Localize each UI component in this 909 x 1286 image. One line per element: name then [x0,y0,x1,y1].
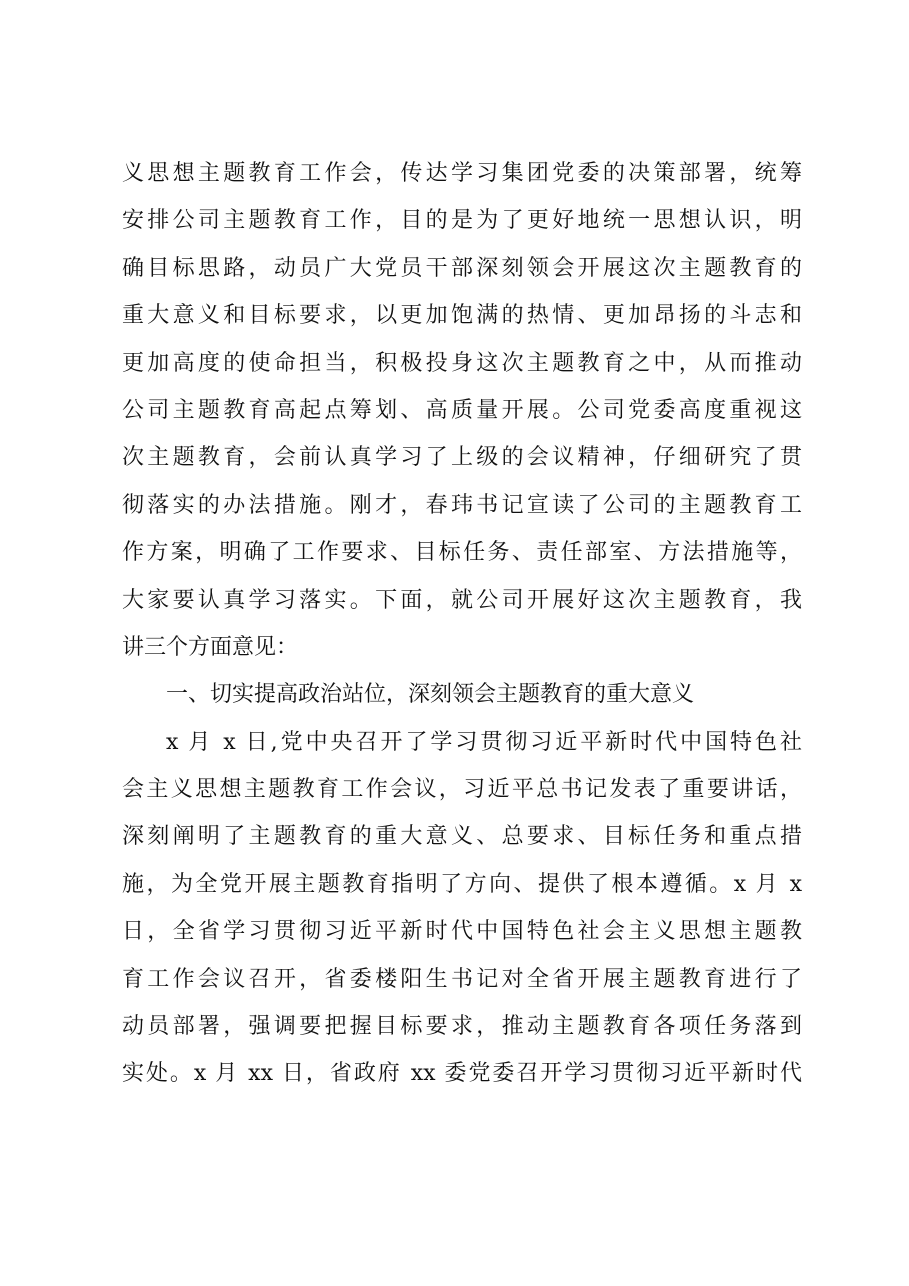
text-line: 安排公司主题教育工作，目的是为了更好地统一思想认识，明 [122,208,802,234]
text-line: 公司主题教育高起点筹划、高质量开展。公司党委高度重视这 [122,397,802,423]
text-line: 大家要认真学习落实。下面，就公司开展好这次主题教育，我 [122,587,802,613]
document-body [122,150,802,1098]
section-heading: 一、切实提高政治站位，深刻领会主题教育的重大意义 [166,682,695,708]
text-line: x 月 x 日,党中央召开了学习贯彻习近平新时代中国特色社 [166,729,802,755]
text-line: 讲三个方面意见： [122,634,299,660]
text-line: 作方案，明确了工作要求、目标任务、责任部室、方法措施等， [122,540,802,566]
text-line: 动员部署，强调要把握目标要求，推动主题教育各项任务落到 [122,1014,802,1040]
text-line: 彻落实的办法措施。刚才，春玮书记宣读了公司的主题教育工 [122,492,802,518]
text-line: 深刻阐明了主题教育的重大意义、总要求、目标任务和重点措 [122,824,802,850]
text-line: 日，全省学习贯彻习近平新时代中国特色社会主义思想主题教 [122,919,802,945]
text-line: 会主义思想主题教育工作会议，习近平总书记发表了重要讲话， [122,777,802,803]
text-line: 确目标思路，动员广大党员干部深刻领会开展这次主题教育的 [122,255,802,281]
text-line: 义思想主题教育工作会，传达学习集团党委的决策部署，统筹 [122,161,802,186]
paragraph-1 [122,150,802,671]
text-line: 实处。x 月 xx 日，省政府 xx 委党委召开学习贯彻习近平新时代 [122,1061,802,1087]
text-line: 育工作会议召开，省委楼阳生书记对全省开展主题教育进行了 [122,966,802,992]
text-line: 施，为全党开展主题教育指明了方向、提供了根本遵循。x 月 x [122,871,802,897]
text-line: 重大意义和目标要求，以更加饱满的热情、更加昂扬的斗志和 [122,303,802,329]
text-line: 次主题教育，会前认真学习了上级的会议精神，仔细研究了贯 [122,445,802,471]
text-line: 更加高度的使命担当，积极投身这次主题教育之中，从而推动 [122,350,802,376]
paragraph-2 [122,719,802,1098]
